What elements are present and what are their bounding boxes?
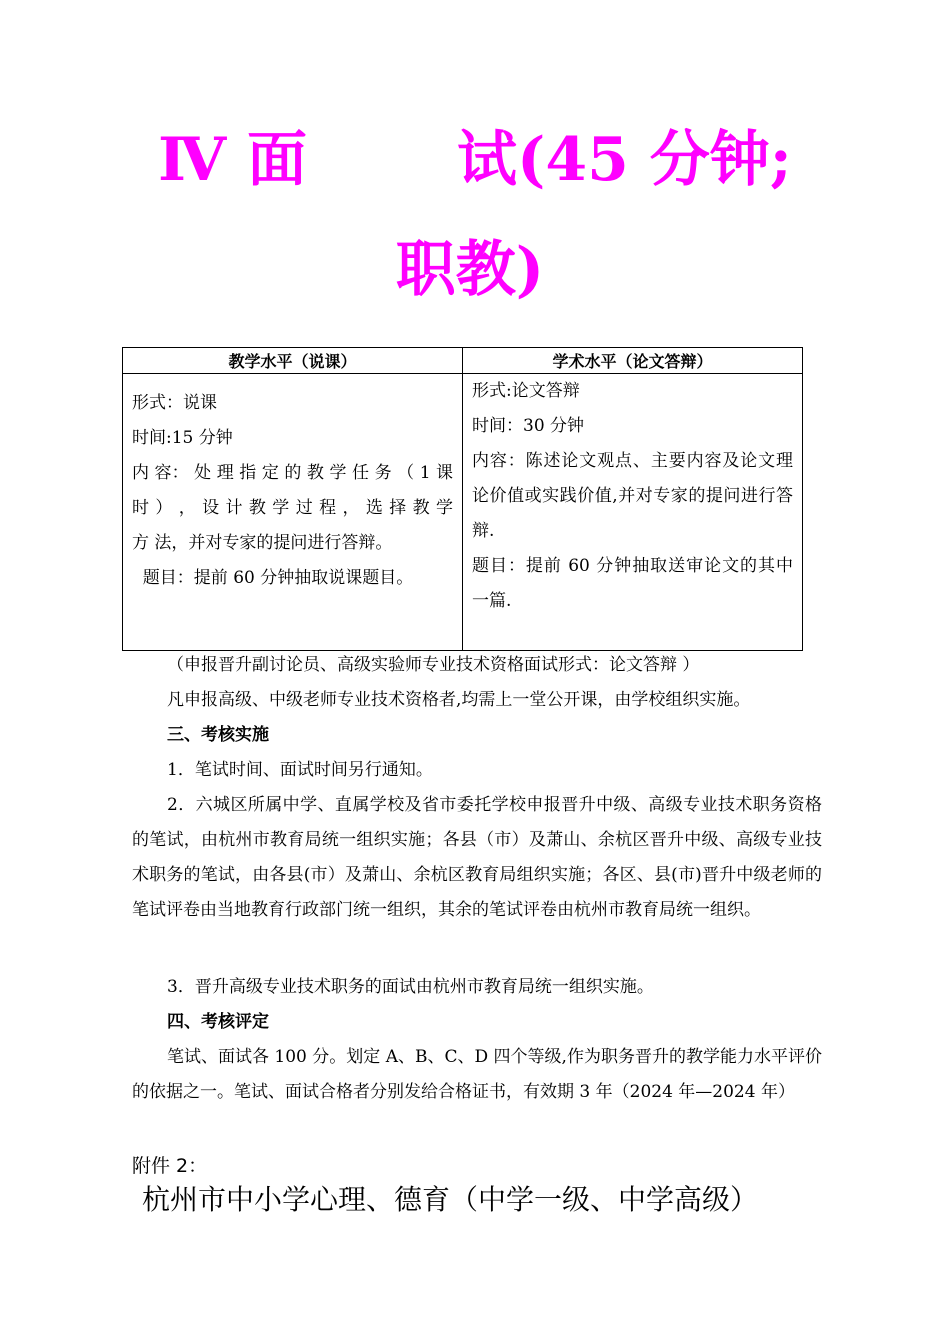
academic-time: 时间：30 分钟 bbox=[472, 416, 585, 436]
table-row bbox=[123, 374, 803, 651]
page-title-line-2: 职教) bbox=[395, 235, 545, 305]
public-lesson-paragraph: 凡申报高级、中级老师专业技术资格者,均需上一堂公开课，由学校组织实施。 bbox=[167, 690, 751, 710]
item-3: 3．晋升高级专业技术职务的面试由杭州市教育局统一组织实施。 bbox=[167, 977, 654, 997]
note-paragraph: （申报晋升副讨论员、高级实验师专业技术资格面试形式：论文答辩 ） bbox=[167, 655, 700, 675]
section-4-heading: 四、考核评定 bbox=[167, 1012, 269, 1032]
title-part-1: Ⅳ 面 bbox=[158, 125, 308, 195]
academic-form: 形式:论文答辩 bbox=[472, 381, 580, 401]
table-header-teaching: 教学水平（说课） bbox=[123, 348, 463, 374]
teaching-content: 内 容： 处 理 指 定 的 教 学 任 务 （ 1 课 时 ） ， 设 计 教 学 过 程 ， 选 择 教 学 方 法，并对专家的提问进行答辩。 bbox=[132, 463, 453, 553]
item-2: 2．六城区所属中学、直属学校及省市委托学校申报晋升中级、高级专业技术职务资格的笔试，由杭州市教育局统一组织实施；各县（市）及萧山、余杭区晋升中级、高级专业技术职务的笔试，由各县(市）及萧山、余杭区教育局组织实施；各区、县(市)晋升中级老师的笔试评卷由当地教育行政部门统一组织，其余的笔试评卷由杭州市教育局统一组织。 bbox=[132, 795, 822, 920]
academic-content: 内容：陈述论文观点、主要内容及论文理论价值或实践价值,并对专家的提问进行答辩. bbox=[472, 451, 793, 541]
academic-topic: 题目：提前 60 分钟抽取送审论文的其中一篇. bbox=[472, 556, 793, 611]
title-part-2: 试(45 分钟; bbox=[457, 125, 792, 195]
table-header-academic: 学术水平（论文答辩） bbox=[463, 348, 803, 374]
section-3-heading: 三、考核实施 bbox=[167, 725, 269, 745]
attachment-label: 附件 2： bbox=[132, 1155, 208, 1177]
attachment-title: 杭州市中小学心理、德育（中学一级、中学高级） bbox=[142, 1183, 759, 1216]
evaluation-paragraph: 笔试、面试各 100 分。划定 A、B、C、D 四个等级,作为职务晋升的教学能力水平评价的依据之一。笔试、面试合格者分别发给合格证书，有效期 3 年（2024 年—2024 年） bbox=[132, 1047, 822, 1102]
page-title-line-1 bbox=[0, 125, 950, 195]
item-1: 1．笔试时间、面试时间另行通知。 bbox=[167, 760, 433, 780]
teaching-topic: 题目：提前 60 分钟抽取说课题目。 bbox=[132, 568, 414, 588]
teaching-cell bbox=[123, 374, 463, 651]
table-header-row bbox=[123, 348, 803, 374]
academic-cell bbox=[463, 374, 803, 651]
interview-table bbox=[122, 347, 803, 651]
teaching-time: 时间:15 分钟 bbox=[132, 428, 233, 448]
teaching-form: 形式：说课 bbox=[132, 393, 217, 413]
